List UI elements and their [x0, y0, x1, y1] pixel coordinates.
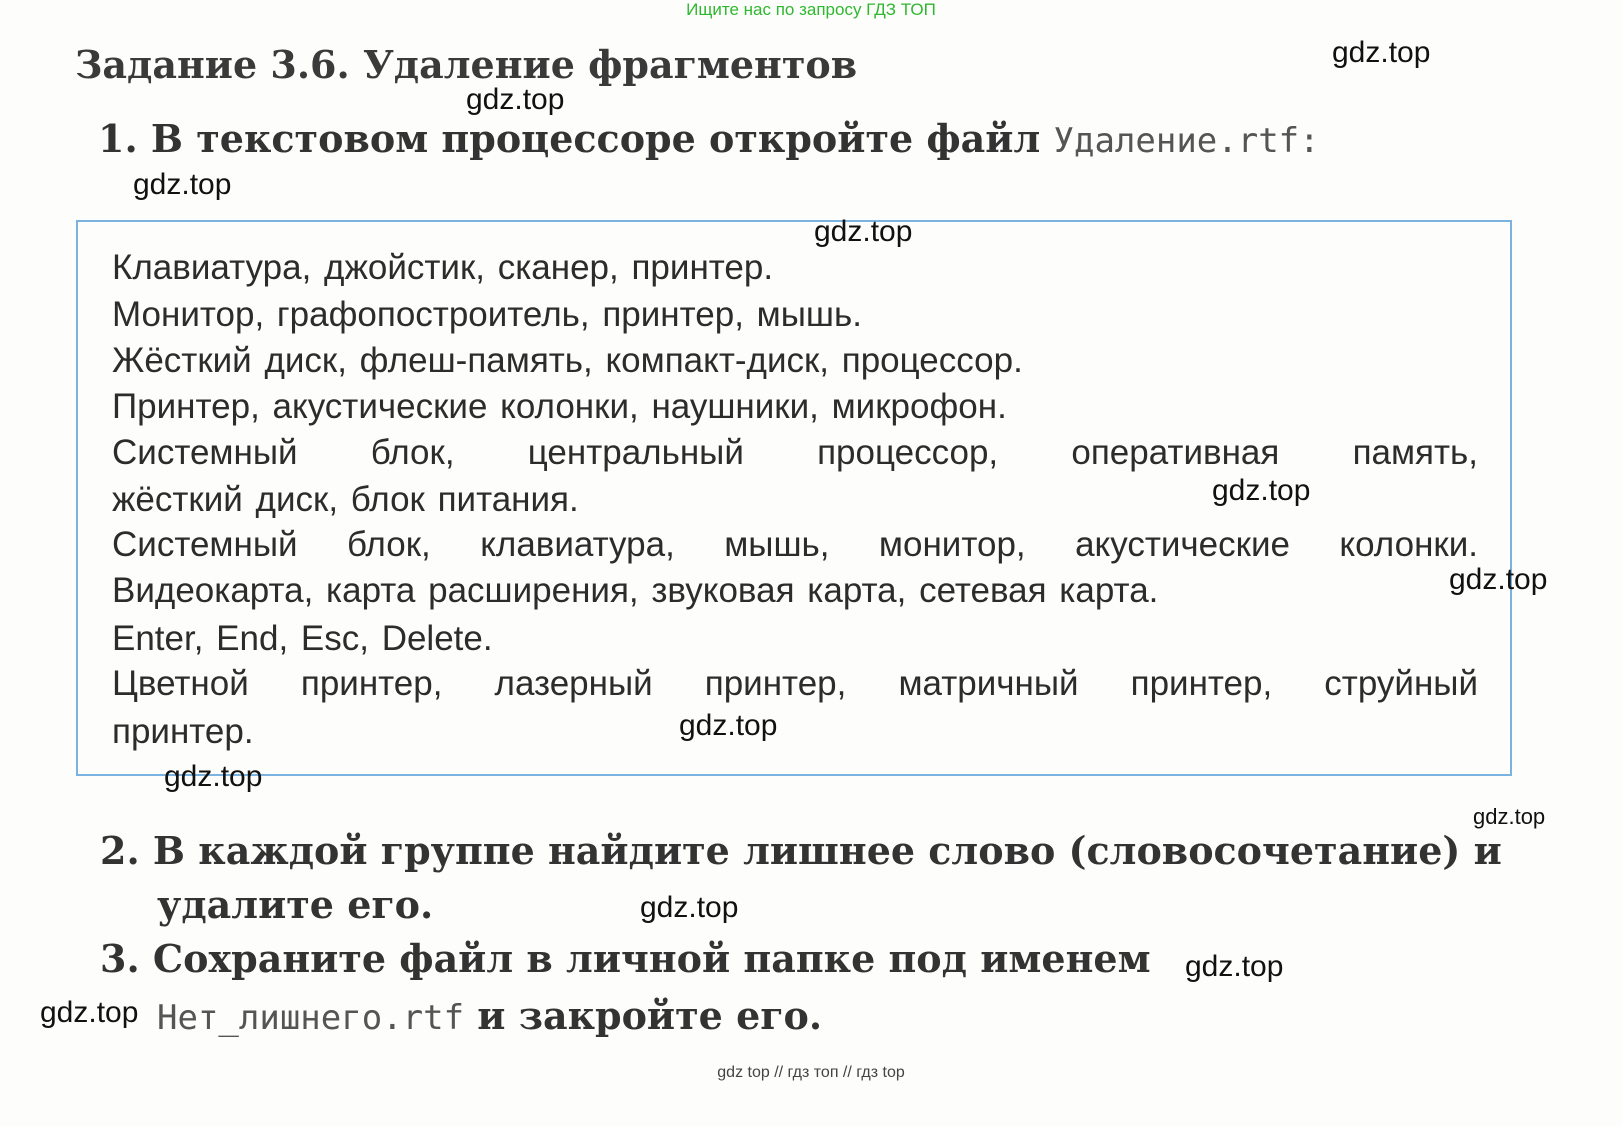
watermark: gdz.top [164, 760, 263, 793]
step-3-text-2: и закройте его. [477, 993, 823, 1038]
watermark: gdz.top [1449, 563, 1548, 596]
file-line-3: Жёсткий диск, флеш-память, компакт-диск, процессор. [112, 341, 1023, 380]
file-line-2: Монитор, графопостроитель, принтер, мышь. [112, 295, 862, 334]
watermark: gdz.top [1185, 950, 1284, 983]
step-3-number: 3. [100, 936, 140, 981]
watermark: gdz.top [679, 709, 778, 742]
step-1-text: В текстовом процессоре откройте файл [150, 116, 1041, 161]
step-2-text: В каждой группе найдите лишнее слово (словосочетание) и [152, 828, 1502, 873]
watermark: gdz.top [1473, 804, 1546, 829]
file-line-9: Enter, End, Esc, Delete. [112, 619, 493, 658]
watermark: gdz.top [814, 215, 913, 248]
watermark: gdz.top [40, 996, 139, 1029]
step-1-filename: Удаление.rtf: [1053, 121, 1320, 161]
watermark: gdz.top [640, 891, 739, 924]
step-1 [98, 116, 1320, 161]
watermark: gdz.top [1332, 36, 1431, 69]
step-2-line-2: удалите его. [157, 882, 434, 927]
file-line-5: Системный блок, центральный процессор, оперативная память, [112, 433, 1478, 472]
step-3-filename: Нет_лишнего.rtf [157, 998, 465, 1038]
file-line-10: Цветной принтер, лазерный принтер, матричный принтер, струйный [112, 664, 1478, 703]
step-2-line-1 [100, 828, 1502, 873]
file-line-1: Клавиатура, джойстик, сканер, принтер. [112, 248, 774, 287]
step-1-number: 1. [98, 116, 138, 161]
watermark: gdz.top [1212, 474, 1311, 507]
step-3-text: Сохраните файл в личной папке под именем [152, 936, 1151, 981]
watermark: gdz.top [466, 83, 565, 116]
file-line-8: Видеокарта, карта расширения, звуковая карта, сетевая карта. [112, 571, 1159, 610]
step-3-line-1 [100, 936, 1151, 981]
step-2-number: 2. [100, 828, 140, 873]
file-line-4: Принтер, акустические колонки, наушники, микрофон. [112, 387, 1007, 426]
watermark: gdz.top [133, 168, 232, 201]
file-line-11: принтер. [112, 712, 254, 751]
file-line-6: жёсткий диск, блок питания. [112, 480, 579, 519]
footer-watermark: gdz top // гдз топ // гдз top [717, 1064, 905, 1081]
file-line-7: Системный блок, клавиатура, мышь, монитор, акустические колонки. [112, 525, 1478, 564]
page-title: Задание 3.6. Удаление фрагментов [75, 42, 858, 87]
step-3-line-2 [157, 993, 822, 1038]
top-banner: Ищите нас по запросу ГДЗ ТОП [686, 0, 936, 19]
